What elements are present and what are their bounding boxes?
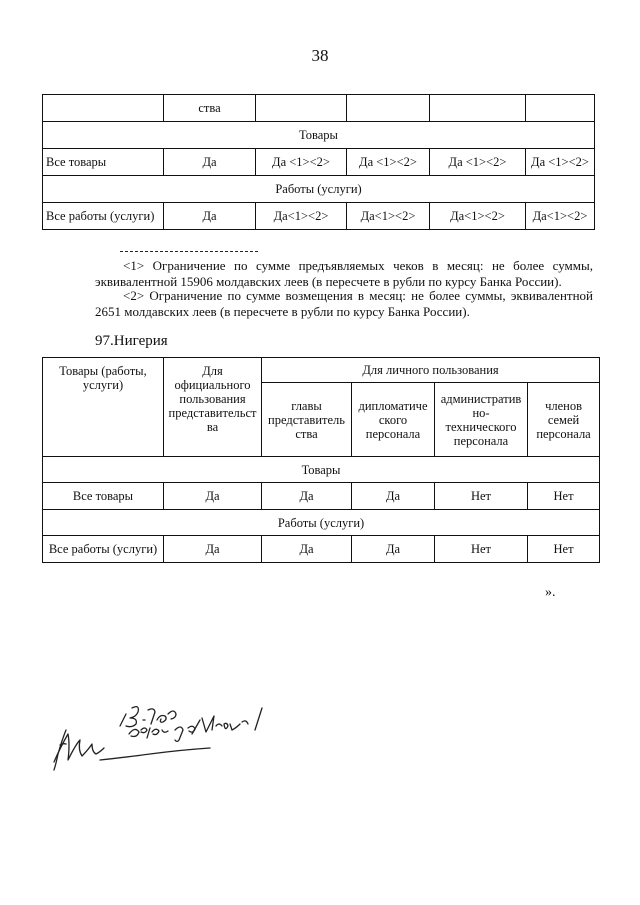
table-cell: Да [164, 536, 262, 563]
table-cell: Да<1><2> [526, 203, 595, 230]
table-cell: Нет [435, 483, 528, 510]
table-cell [526, 95, 595, 122]
header-personal-use: Для личного пользования [262, 358, 600, 383]
table-cell: ства [164, 95, 256, 122]
section-goods: Товары [43, 457, 600, 483]
table-row [43, 483, 600, 510]
table-cell: Нет [528, 536, 600, 563]
table-cell: Да [164, 483, 262, 510]
table-cell: Да [262, 536, 352, 563]
header-heads: главы представитель ства [262, 383, 352, 457]
closing-quote: ». [545, 585, 556, 600]
nigeria-table [42, 357, 600, 563]
row-label: Все товары [43, 149, 164, 176]
table-cell: Да [164, 203, 256, 230]
row-label: Все работы (услуги) [43, 536, 164, 563]
section-row [43, 122, 595, 149]
table-cell [43, 95, 164, 122]
row-label: Все товары [43, 483, 164, 510]
table-cell: Нет [528, 483, 600, 510]
header-family-members: членов семей персонала [528, 383, 600, 457]
table-cell: Да <1><2> [347, 149, 430, 176]
section-works: Работы (услуги) [43, 510, 600, 536]
table-row [43, 536, 600, 563]
header-goods-works: Товары (работы, услуги) [43, 358, 164, 457]
table-cell: Да<1><2> [347, 203, 430, 230]
table-cell [347, 95, 430, 122]
header-admin-staff: административ но- технического персонала [435, 383, 528, 457]
header-row [43, 358, 600, 383]
table-cell: Да [262, 483, 352, 510]
handwritten-signature [40, 690, 280, 780]
page-number: 38 [311, 46, 329, 65]
section-row [43, 510, 600, 536]
table-row [43, 95, 595, 122]
table-cell: Да [352, 483, 435, 510]
footnote-1: <1> Ограничение по сумме предъявляемых чеков в месяц: не более суммы, эквивалентной 15906 молдавских леев (в пересчете в рубли по курсу Банка России). [95, 258, 593, 289]
table-cell: Да [164, 149, 256, 176]
section-title: 97.Нигерия [95, 333, 168, 349]
header-official-use: Для официального пользования представительст ва [164, 358, 262, 457]
table-cell: Да<1><2> [430, 203, 526, 230]
row-label: Все работы (услуги) [43, 203, 164, 230]
table-cell: Нет [435, 536, 528, 563]
table-cell: Да <1><2> [526, 149, 595, 176]
table-cell: Да <1><2> [430, 149, 526, 176]
table-row [43, 149, 595, 176]
moldova-table [42, 94, 595, 230]
table-cell [430, 95, 526, 122]
table-cell: Да <1><2> [256, 149, 347, 176]
footnote-2: <2> Ограничение по сумме возмещения в месяц: не более суммы, эквивалентной 2651 молдавских леев (в пересчете в рубли по курсу Банка России). [95, 288, 593, 319]
header-diplomatic-staff: дипломатиче ского персонала [352, 383, 435, 457]
table-cell: Да<1><2> [256, 203, 347, 230]
section-row [43, 457, 600, 483]
section-row [43, 176, 595, 203]
footnote-divider [120, 251, 258, 252]
table-cell: Да [352, 536, 435, 563]
section-works: Работы (услуги) [43, 176, 595, 203]
table-cell [256, 95, 347, 122]
section-goods: Товары [43, 122, 595, 149]
table-row [43, 203, 595, 230]
